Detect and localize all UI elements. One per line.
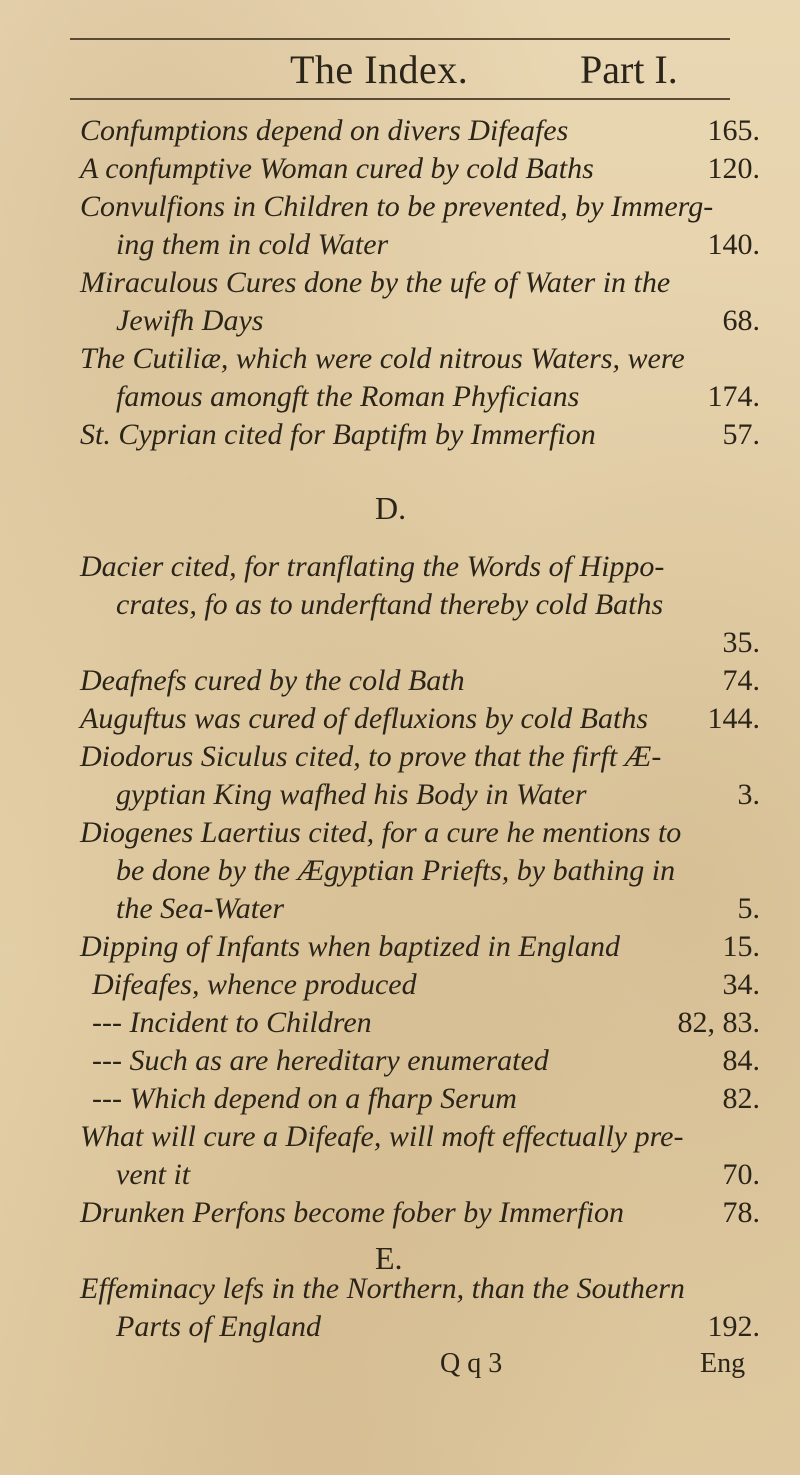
index-entry: [80, 738, 760, 814]
entry-continuation: ing them in cold Water: [116, 228, 389, 261]
entry-page: 120.: [707, 152, 760, 185]
index-entry: [80, 662, 760, 700]
entry-text: Effeminacy lefs in the Northern, than the Southern: [80, 1272, 685, 1305]
entry-continuation: famous amongft the Roman Phyficians: [116, 380, 580, 413]
index-entry: [80, 1194, 760, 1232]
index-entry: [80, 1118, 760, 1194]
entry-page: 3.: [737, 778, 760, 811]
index-entry: [80, 1042, 760, 1080]
entry-text: --- Incident to Children: [92, 1006, 372, 1039]
entry-continuation: be done by the Ægyptian Priefts, by bathing in: [116, 854, 676, 887]
entry-page: 165.: [707, 114, 760, 147]
entry-text: A confumptive Woman cured by cold Baths: [80, 152, 594, 185]
entry-text: Dacier cited, for tranflating the Words of Hippo-: [80, 550, 665, 583]
entry-text: Confumptions depend on divers Difeafes: [80, 114, 569, 147]
entry-text: The Cutiliæ, which were cold nitrous Waters, were: [80, 342, 685, 375]
catchword: Eng: [700, 1348, 746, 1379]
entry-text: --- Such as are hereditary enumerated: [92, 1044, 549, 1077]
header-rule-top: [70, 38, 730, 40]
entry-text: Dipping of Infants when baptized in England: [80, 930, 620, 963]
entry-text: Miraculous Cures done by the ufe of Water in the: [80, 266, 671, 299]
index-entry: [80, 700, 760, 738]
section-letter-d: D.: [375, 490, 407, 526]
index-entry: [80, 814, 760, 928]
index-entry: [80, 188, 760, 264]
index-entry: [80, 928, 760, 966]
entry-page: 84.: [722, 1044, 760, 1077]
entry-text: Diodorus Siculus cited, to prove that the firft Æ-: [80, 740, 662, 773]
entry-page: 70.: [722, 1158, 760, 1191]
entry-continuation: Parts of England: [116, 1310, 322, 1343]
entry-continuation: vent it: [116, 1158, 191, 1191]
entry-text: Difeafes, whence produced: [92, 968, 417, 1001]
entry-text: St. Cyprian cited for Baptifm by Immerfion: [80, 418, 596, 451]
index-entry: [80, 1270, 760, 1346]
entry-page: 34.: [722, 968, 760, 1001]
section-letter-e: E.: [375, 1240, 403, 1276]
index-entry: [80, 1004, 760, 1042]
page-header: [0, 38, 800, 102]
entry-continuation: Jewifh Days: [116, 304, 264, 337]
index-entry: [80, 548, 760, 659]
entry-text: --- Which depend on a fharp Serum: [92, 1082, 517, 1115]
index-entry: [80, 150, 760, 188]
entry-page: 74.: [722, 664, 760, 697]
entry-page: 68.: [722, 304, 760, 337]
entry-page: 15.: [722, 930, 760, 963]
index-entry: [80, 966, 760, 1004]
entry-text: Auguftus was cured of defluxions by cold Baths: [80, 702, 648, 735]
entry-text: Diogenes Laertius cited, for a cure he mentions to: [80, 816, 682, 849]
part-label: Part I.: [580, 47, 678, 92]
entry-text: What will cure a Difeafe, will moft effectually pre-: [80, 1120, 684, 1153]
header-rule-bottom: [70, 98, 730, 100]
entry-continuation: the Sea-Water: [116, 892, 285, 925]
entry-page: 140.: [707, 228, 760, 261]
index-entry: [80, 112, 760, 150]
entry-text: Deafnefs cured by the cold Bath: [80, 664, 465, 697]
entry-page: 78.: [722, 1196, 760, 1229]
index-entry: [80, 1080, 760, 1118]
entry-page: 82.: [722, 1082, 760, 1115]
running-title: The Index.: [290, 47, 469, 92]
index-entry: [80, 416, 760, 454]
entry-page: 57.: [722, 418, 760, 451]
entry-page: 144.: [707, 702, 760, 735]
entry-page: 82, 83.: [677, 1006, 760, 1039]
entry-page: 35.: [722, 626, 760, 659]
entry-page: 192.: [707, 1310, 760, 1343]
entry-text: Drunken Perfons become fober by Immerfion: [80, 1196, 625, 1229]
signature-mark: Q q 3: [440, 1348, 503, 1379]
entry-page: 174.: [707, 380, 760, 413]
entry-continuation: crates, fo as to underftand thereby cold Baths: [116, 588, 664, 621]
index-entry: [80, 264, 760, 340]
entry-continuation: gyptian King wafhed his Body in Water: [116, 778, 587, 811]
entry-page: 5.: [737, 892, 760, 925]
entry-text: Convulfions in Children to be prevented, by Immerg-: [80, 190, 714, 223]
index-entry: [80, 340, 760, 416]
